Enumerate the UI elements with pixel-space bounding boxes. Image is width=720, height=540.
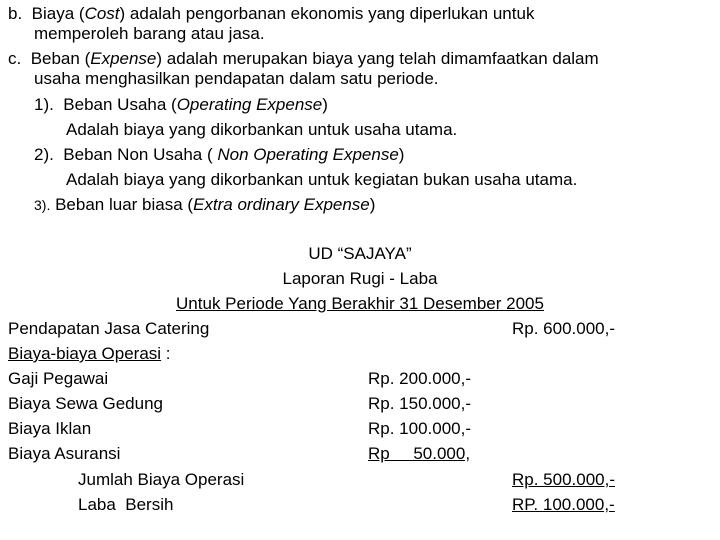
expense-amount: Rp 50.000,: [368, 444, 471, 463]
expense-amount-underlined: [368, 444, 470, 464]
net-profit-amount-wrap: [512, 495, 615, 515]
total-expense-amount-wrap: [512, 470, 615, 490]
expense-label: Biaya Asuransi: [8, 444, 121, 463]
sub-item-term: Non Operating Expense: [217, 145, 399, 164]
total-expense-amount: Rp. 500.000,-: [512, 470, 616, 489]
sub-item-text: Beban Usaha (: [63, 95, 177, 114]
definition-term: Expense: [90, 49, 157, 68]
expenses-heading-text: Biaya-biaya Operasi: [8, 344, 162, 363]
expense-amount: Rp. 200.000,-: [368, 369, 472, 388]
definition-marker: b.: [8, 4, 23, 23]
expenses-heading-colon: :: [161, 344, 171, 363]
sub-item-1-description: Adalah biaya yang dikorbankan untuk usaha utama.: [66, 120, 458, 139]
definition-term: Cost: [84, 4, 120, 23]
report-period-text: Untuk Periode Yang Berakhir 31 Desember 2005: [176, 294, 544, 313]
sub-item-term: Extra ordinary Expense: [193, 195, 370, 214]
expense-label: Biaya Iklan: [8, 419, 92, 438]
sub-item-1: [34, 95, 328, 115]
definition-text: Beban (: [30, 49, 91, 68]
definition-b: [8, 4, 534, 24]
sub-item-number: 3).: [34, 197, 51, 213]
sub-item-number: 1).: [34, 95, 54, 114]
sub-item-2-description: Adalah biaya yang dikorbankan untuk kegiatan bukan usaha utama.: [66, 170, 578, 189]
sub-item-number: 2).: [34, 145, 54, 164]
expense-amount: Rp. 100.000,-: [368, 419, 472, 438]
sub-item-text: Beban luar biasa (: [55, 195, 194, 214]
sub-item-term: Operating Expense: [176, 95, 323, 114]
definition-text: Biaya (: [31, 4, 85, 23]
sub-item-text: ): [322, 95, 328, 114]
total-expense-label: Jumlah Biaya Operasi: [78, 470, 245, 489]
net-profit-label: Laba Bersih: [78, 495, 174, 514]
revenue-label: Pendapatan Jasa Catering: [8, 319, 210, 338]
sub-item-2: [34, 145, 404, 165]
expense-label: Gaji Pegawai: [8, 369, 109, 388]
sub-item-text: ): [398, 145, 405, 164]
net-profit-amount: RP. 100.000,-: [512, 495, 615, 514]
report-period: [0, 294, 720, 314]
report-title: Laporan Rugi - Laba: [282, 269, 438, 288]
definition-marker: c.: [8, 49, 22, 68]
report-company: UD “SAJAYA”: [308, 244, 412, 263]
sub-item-text: ): [369, 195, 376, 214]
revenue-amount: Rp. 600.000,-: [512, 319, 616, 338]
expense-label: Biaya Sewa Gedung: [8, 394, 163, 413]
definition-c-continuation: usaha menghasilkan pendapatan dalam satu periode.: [34, 69, 439, 88]
definition-text: ) adalah merupakan biaya yang telah dimamfaatkan dalam: [156, 49, 599, 68]
expenses-heading: [8, 344, 171, 364]
sub-item-3: [34, 195, 375, 215]
definition-c: [8, 49, 599, 69]
sub-item-text: Beban Non Usaha (: [63, 145, 218, 164]
expense-amount: Rp. 150.000,-: [368, 394, 472, 413]
definition-b-continuation: memperoleh barang atau jasa.: [34, 24, 265, 43]
definition-text: ) adalah pengorbanan ekonomis yang diperlukan untuk: [119, 4, 535, 23]
